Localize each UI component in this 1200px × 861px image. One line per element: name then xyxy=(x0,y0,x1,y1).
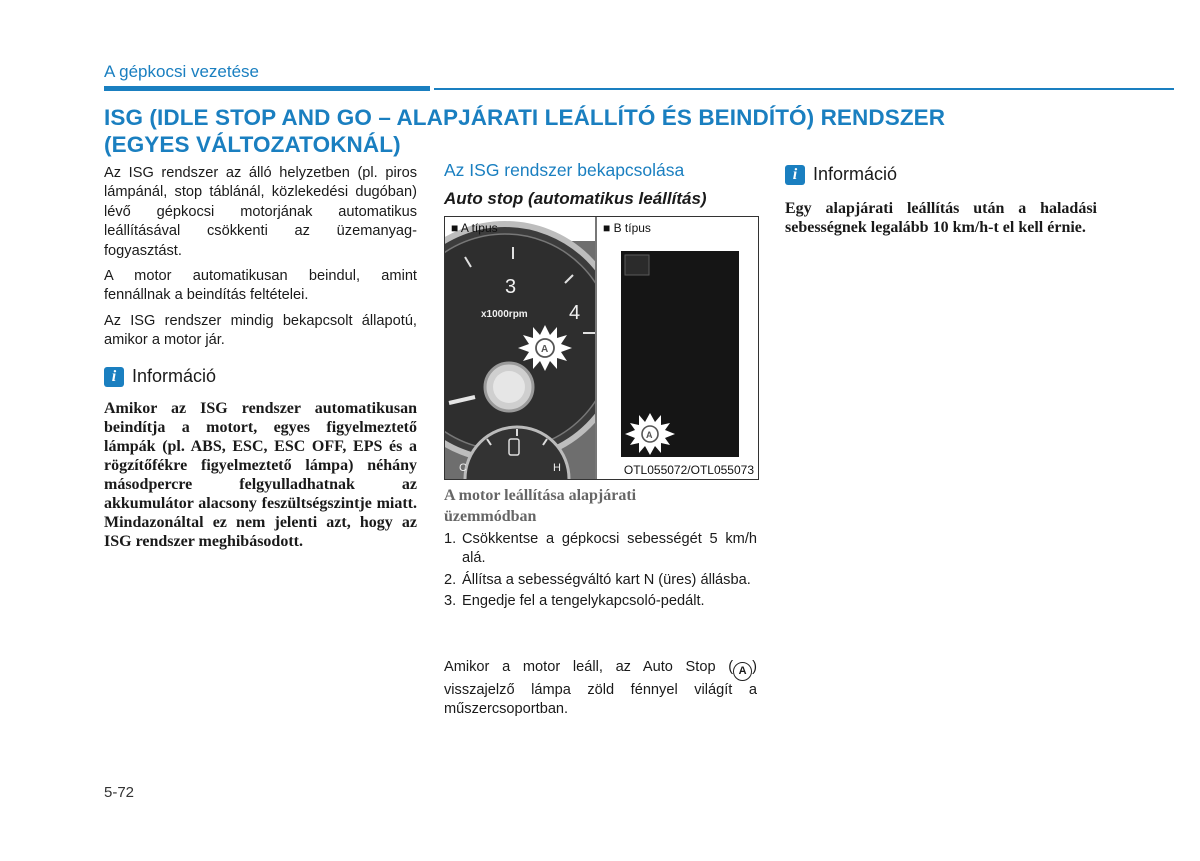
closing-paragraph xyxy=(444,658,757,720)
gauge-unit-label: x1000rpm xyxy=(481,309,528,320)
page-title: ISG (IDLE STOP AND GO – ALAPJÁRATI LEÁLLÍTÓ ÉS BEINDÍTÓ) RENDSZER (EGYES VÁLTOZATOKNÁL) xyxy=(104,105,946,157)
step-number: 1. xyxy=(444,531,457,547)
page-number: 5-72 xyxy=(104,784,135,801)
intro-text xyxy=(104,164,417,357)
step-text: Állítsa a sebességváltó kart N (üres) állásba. xyxy=(462,571,751,588)
info-header xyxy=(104,366,417,387)
cluster-illustration xyxy=(445,217,758,479)
figure-code: OTL055072/OTL055073 xyxy=(623,463,754,477)
closing-text-after: ) visszajelző lámpa zöld fénnyel világít a műszercsoportban. xyxy=(444,659,757,718)
step-number: 3. xyxy=(444,593,457,610)
svg-text:A: A xyxy=(541,344,549,355)
header-rule-thick xyxy=(104,86,430,91)
info-header xyxy=(785,164,1097,185)
section2-subheading: Auto stop (automatikus leállítás) xyxy=(444,189,707,208)
step-text: Engedje fel a tengelykapcsoló-pedált. xyxy=(462,593,705,610)
info-icon: i xyxy=(104,367,124,387)
temp-gauge-c: C xyxy=(459,462,467,474)
gauge-number-3: 3 xyxy=(505,276,517,298)
header-rule-thin xyxy=(434,88,1174,90)
info-title: Információ xyxy=(132,366,217,386)
list-item xyxy=(444,530,757,569)
cluster-figure xyxy=(444,216,759,480)
section2-heading: Az ISG rendszer bekapcsolása xyxy=(444,160,685,180)
list-item xyxy=(444,592,757,611)
figure-label-b: ■ B típus xyxy=(603,221,651,235)
steps-list xyxy=(444,530,757,614)
gauge-number-4: 4 xyxy=(569,302,581,324)
info-body: Egy alapjárati leállítás után a haladási sebességnek legalább 10 km/h-t el kell érnie. xyxy=(785,200,1097,236)
subsection-heading: A motor leállítása alapjárati üzemmódban xyxy=(444,487,637,525)
figure-label-a: ■ A típus xyxy=(451,221,498,235)
info-box-1 xyxy=(104,366,417,551)
intro-paragraph-2: A motor automatikusan beindul, amint fennállnak a beindítás feltételei. xyxy=(104,268,417,304)
step-number: 2. xyxy=(444,571,457,588)
list-item xyxy=(444,571,757,590)
temp-gauge-h: H xyxy=(553,462,561,474)
section2-headings xyxy=(444,160,759,209)
info-title: Információ xyxy=(813,164,898,184)
info-icon: i xyxy=(785,165,805,185)
intro-paragraph-1: Az ISG rendszer az álló helyzetben (pl. piros lámpánál, stop táblánál, közlekedési dugóban) lévő gépkocsi motorjának automatikus leállításával csökkenti az üzemanyag-fogyasztást. xyxy=(104,165,417,259)
step-text: Csökkentse a gépkocsi sebességét 5 km/h alá. xyxy=(462,531,757,567)
closing-text-before: Amikor a motor leáll, az Auto Stop ( xyxy=(444,659,734,675)
section-title: A gépkocsi vezetése xyxy=(104,62,259,81)
info-body: Amikor az ISG rendszer automatikusan beindítja a motort, egyes figyelmeztető lámpák (pl. ABS, ESC, ESC OFF, EPS és a rögzítőfékre figyelmeztető lámpa) néhány másodpercre felgyulladhatnak az akkumulátor alacsony feszültségszintje miatt. Mindazonáltal ez nem jelenti azt, hogy az ISG rendszer meghibásodott. xyxy=(104,400,417,550)
info-box-2 xyxy=(785,164,1097,237)
autostop-indicator-icon: A xyxy=(733,662,752,681)
intro-paragraph-3: Az ISG rendszer mindig bekapcsolt állapotú, amikor a motor jár. xyxy=(104,312,417,349)
svg-text:A: A xyxy=(646,430,653,440)
